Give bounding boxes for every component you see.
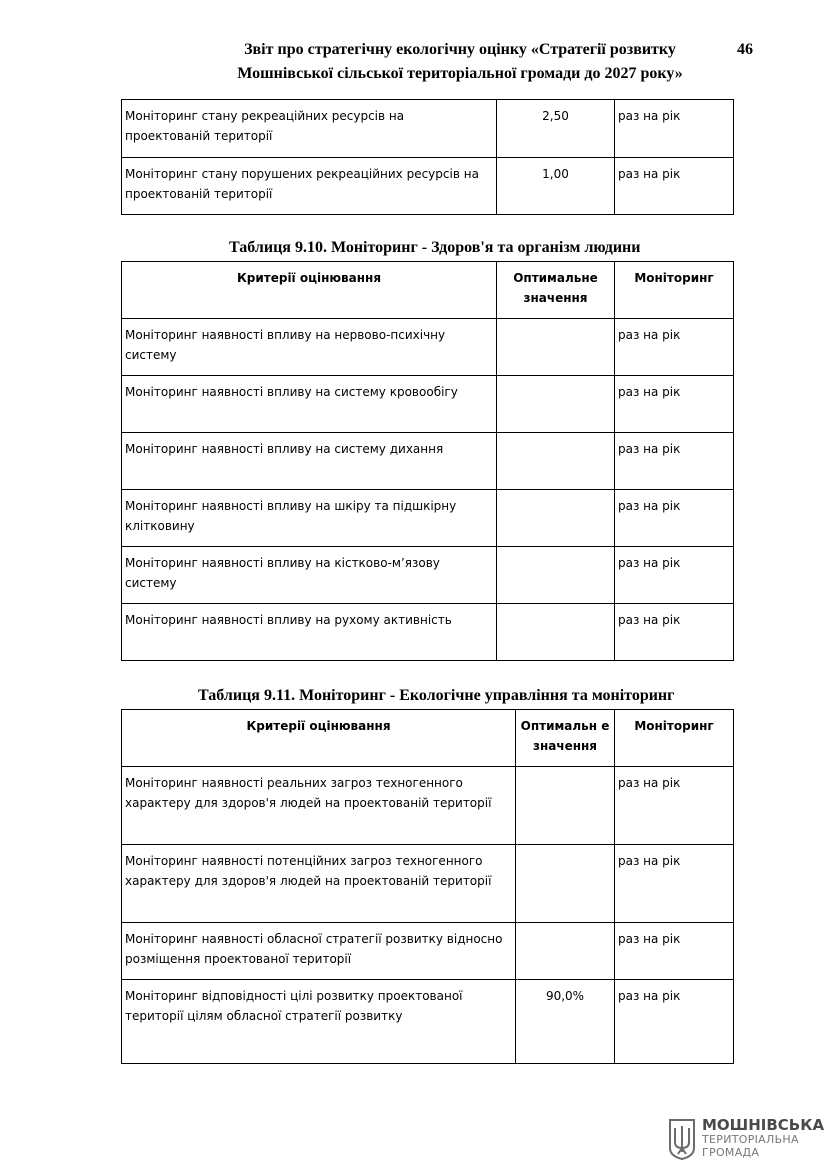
value-cell — [516, 767, 615, 845]
table-row — [122, 845, 734, 923]
table-row — [122, 100, 734, 158]
trident-icon — [668, 1118, 696, 1160]
criterion-cell: Моніторинг наявності реальних загроз техногенного характеру для здоров'я людей на проектованій території — [122, 767, 516, 845]
criterion-cell: Моніторинг наявності впливу на систему дихання — [122, 433, 497, 490]
criterion-cell: Моніторинг стану порушених рекреаційних ресурсів на проектованій території — [122, 158, 497, 215]
monitoring-cell: раз на рік — [615, 604, 734, 661]
table-910-health — [121, 261, 734, 661]
criterion-cell: Моніторинг наявності впливу на кістково-м’язову систему — [122, 547, 497, 604]
monitoring-cell: раз на рік — [615, 845, 734, 923]
monitoring-cell: раз на рік — [615, 319, 734, 376]
table-911-environmental-management — [121, 709, 734, 1064]
table-header-row — [122, 262, 734, 319]
header-criteria: Критерії оцінювання — [122, 262, 497, 319]
table-row — [122, 923, 734, 980]
monitoring-cell: раз на рік — [615, 158, 734, 215]
table-row — [122, 767, 734, 845]
report-title-line2: Мошнівської сільської територіальної громади до 2027 року» — [237, 65, 683, 82]
monitoring-cell: раз на рік — [615, 923, 734, 980]
criterion-cell: Моніторинг наявності потенційних загроз техногенного характеру для здоров'я людей на проектованій території — [122, 845, 516, 923]
criterion-cell: Моніторинг наявності впливу на рухому активність — [122, 604, 497, 661]
value-cell — [497, 547, 615, 604]
monitoring-cell: раз на рік — [615, 490, 734, 547]
table-row — [122, 980, 734, 1064]
value-cell — [516, 923, 615, 980]
value-cell: 2,50 — [497, 100, 615, 158]
table-911-caption: Таблиця 9.11. Моніторинг - Екологічне управління та моніторинг — [198, 687, 675, 704]
community-logo — [668, 1116, 825, 1160]
table-910-caption: Таблиця 9.10. Моніторинг - Здоров'я та організм людини — [229, 239, 641, 256]
header-monitoring: Моніторинг — [615, 262, 734, 319]
value-cell — [497, 490, 615, 547]
table-row — [122, 604, 734, 661]
criterion-cell: Моніторинг стану рекреаційних ресурсів на проектованій території — [122, 100, 497, 158]
table-header-row — [122, 710, 734, 767]
report-header — [160, 38, 760, 86]
monitoring-cell: раз на рік — [615, 547, 734, 604]
value-cell: 1,00 — [497, 158, 615, 215]
monitoring-cell: раз на рік — [615, 767, 734, 845]
monitoring-cell: раз на рік — [615, 433, 734, 490]
criterion-cell: Моніторинг відповідності цілі розвитку проектованої території цілям обласної стратегії розвитку — [122, 980, 516, 1064]
monitoring-cell: раз на рік — [615, 100, 734, 158]
table-row — [122, 319, 734, 376]
value-cell — [516, 845, 615, 923]
monitoring-cell: раз на рік — [615, 376, 734, 433]
table-row — [122, 490, 734, 547]
header-optimal: Оптимальн е значення — [516, 710, 615, 767]
table-row — [122, 433, 734, 490]
report-title-line1: Звіт про стратегічну екологічну оцінку «Стратегії розвитку — [244, 41, 676, 58]
logo-line3: ГРОМАДА — [702, 1146, 760, 1159]
header-optimal: Оптимальне значення — [497, 262, 615, 319]
header-monitoring: Моніторинг — [615, 710, 734, 767]
table-row — [122, 158, 734, 215]
monitoring-cell: раз на рік — [615, 980, 734, 1064]
value-cell — [497, 604, 615, 661]
criterion-cell: Моніторинг наявності впливу на систему кровообігу — [122, 376, 497, 433]
table-recreational-resources — [121, 99, 734, 215]
page-number: 46 — [737, 41, 753, 58]
value-cell: 90,0% — [516, 980, 615, 1064]
value-cell — [497, 319, 615, 376]
criterion-cell: Моніторинг наявності впливу на шкіру та підшкірну клітковину — [122, 490, 497, 547]
table-row — [122, 376, 734, 433]
criterion-cell: Моніторинг наявності обласної стратегії розвитку відносно розміщення проектованої території — [122, 923, 516, 980]
logo-line1: МОШНІВСЬКА — [702, 1116, 825, 1134]
table-row — [122, 547, 734, 604]
logo-line2: ТЕРИТОРІАЛЬНА — [702, 1133, 799, 1146]
header-criteria: Критерії оцінювання — [122, 710, 516, 767]
value-cell — [497, 376, 615, 433]
value-cell — [497, 433, 615, 490]
criterion-cell: Моніторинг наявності впливу на нервово-психічну систему — [122, 319, 497, 376]
